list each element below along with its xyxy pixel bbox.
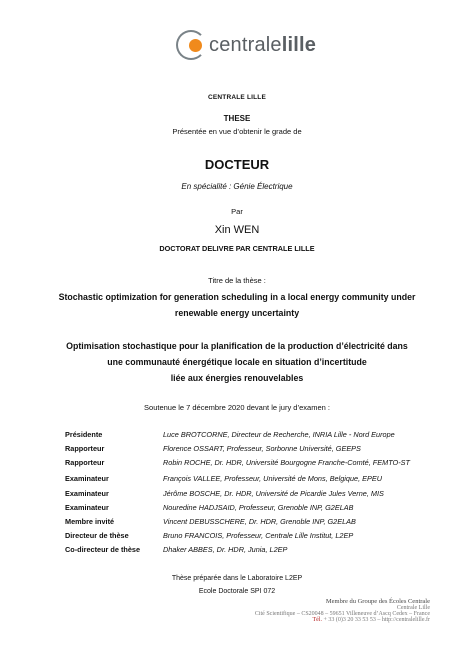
jury-member: Nouredine HADJSAID, Professeur, Grenoble INP, G2ELAB xyxy=(163,503,354,512)
jury-role: Co-directeur de thèse xyxy=(65,545,141,554)
logo-wordmark: centralelille xyxy=(209,34,317,56)
jury-member: Jérôme BOSCHE, Dr. HDR, Université de Picardie Jules Verne, MIS xyxy=(163,489,384,498)
footer-street-line: Cité Scientifique – CS20048 – 59651 Villeneuve d’Ascq Cedex – France xyxy=(254,611,430,617)
jury-role: Rapporteur xyxy=(65,444,105,453)
jury-member: Vincent DEBUSSCHERE, Dr. HDR, Grenoble INP, G2ELAB xyxy=(163,517,356,526)
footer-address xyxy=(255,598,430,623)
author-name: Xin WEN xyxy=(214,224,260,236)
jury-role: Rapporteur xyxy=(65,458,105,467)
jury-role: Directeur de thèse xyxy=(65,531,129,540)
lab-line1: Thèse préparée dans le Laboratoire L2EP xyxy=(171,575,303,582)
jury-member: Luce BROTCORNE, Directeur de Recherche, INRIA Lille - Nord Europe xyxy=(163,430,395,439)
thesis-title-label: Titre de la thèse : xyxy=(208,276,266,285)
speciality: En spécialité : Génie Électrique xyxy=(181,182,293,191)
jury-role: Membre invité xyxy=(65,517,115,526)
french-title-line3: liée aux énergies renouvelables xyxy=(170,373,304,383)
by-label: Par xyxy=(231,207,243,216)
footer-contact-text: + 33 (0)3 20 33 53 53 – http://centralelille.fr xyxy=(323,617,430,623)
jury-member: Robin ROCHE, Dr. HDR, Université Bourgogne Franche-Comté, FEMTO-ST xyxy=(163,458,410,467)
presented-for: Présentée en vue d’obtenir le grade de xyxy=(172,127,302,136)
centrale-lille-logo xyxy=(176,30,316,64)
logo-orange-dot-icon xyxy=(189,39,202,52)
english-title-line2: renewable energy uncertainty xyxy=(174,308,300,318)
footer-group-line: Membre du Groupe des Écoles Centrale xyxy=(325,598,430,605)
delivered-by: DOCTORAT DELIVRE PAR CENTRALE LILLE xyxy=(159,244,315,253)
lab-line2: Ecole Doctorale SPI 072 xyxy=(198,588,276,595)
footer-school-line: Centrale Lille xyxy=(396,605,430,611)
jury-role: Examinateur xyxy=(65,489,109,498)
defense-statement: Soutenue le 7 décembre 2020 devant le jury d’examen : xyxy=(144,403,330,412)
jury-member: Florence OSSART, Professeur, Sorbonne Université, GEEPS xyxy=(163,444,361,453)
french-title-line1: Optimisation stochastique pour la planification de la production d’électricité dans xyxy=(66,341,408,351)
doc-type: THESE xyxy=(223,114,251,123)
jury-role: Présidente xyxy=(65,430,103,439)
french-title-line2: une communauté énergétique locale en situation d’incertitude xyxy=(107,357,367,367)
english-title-line1: Stochastic optimization for generation scheduling in a local energy community under xyxy=(58,292,416,302)
footer-contact-line xyxy=(255,617,430,623)
jury-role: Examinateur xyxy=(65,474,109,483)
jury-role: Examinateur xyxy=(65,503,109,512)
degree-title: DOCTEUR xyxy=(204,157,270,172)
jury-member: François VALLEE, Professeur, Université de Mons, Belgique, EPEU xyxy=(163,474,383,483)
jury-member: Dhaker ABBES, Dr. HDR, Junia, L2EP xyxy=(163,545,288,554)
footer-tel-label: Tél. xyxy=(312,617,322,623)
jury-member: Bruno FRANCOIS, Professeur, Centrale Lille Institut, L2EP xyxy=(163,531,354,540)
institution-label: CENTRALE LILLE xyxy=(207,94,267,101)
